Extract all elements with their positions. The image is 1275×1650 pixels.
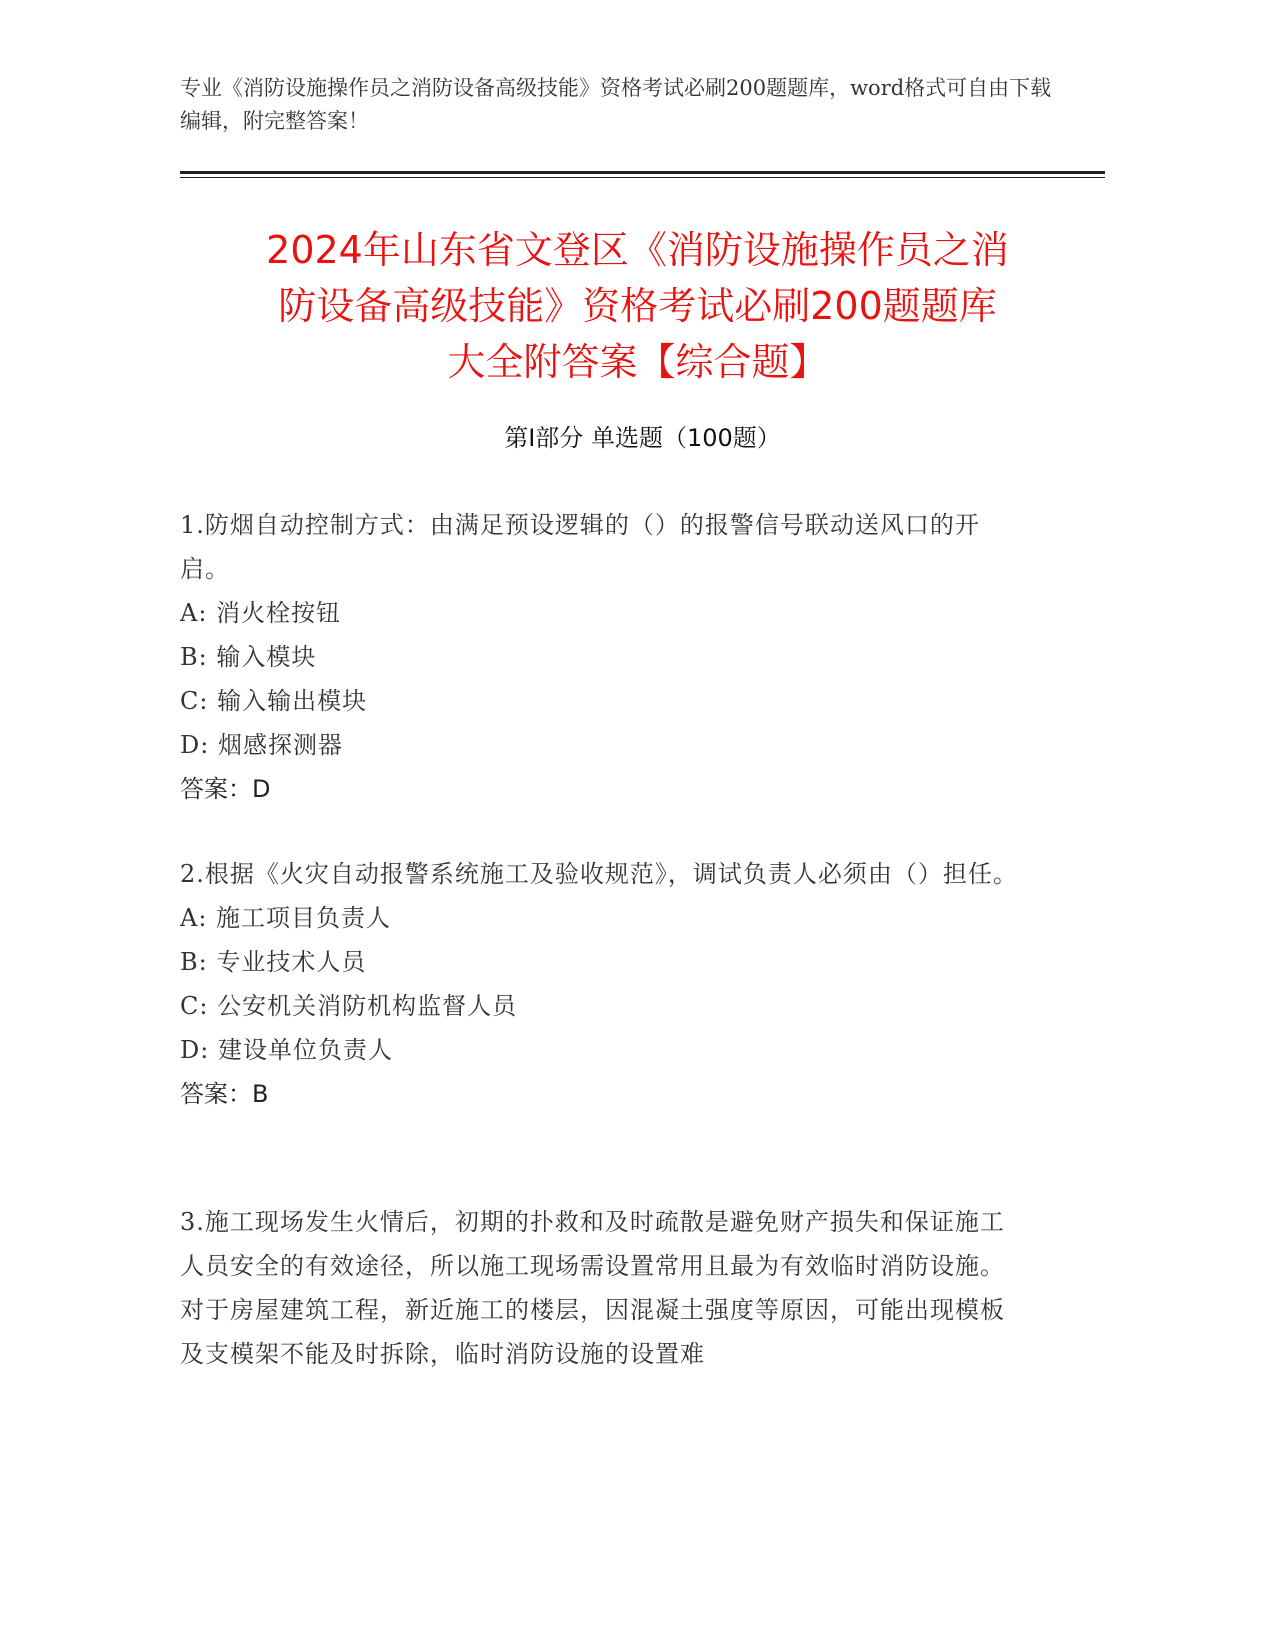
question-stem: 3.施工现场发生火情后，初期的扑救和及时疏散是避免财产损失和保证施工人员安全的有效途径，所以施工现场需设置常用且最为有效临时消防设施。对于房屋建筑工程，新近施工的楼层，因混凝土强度等原因，可能出现模板及支模架不能及时拆除，临时消防设施的设置难: [180, 1208, 1005, 1368]
title-line: 大全附答案【综合题】: [447, 340, 828, 384]
section-title: 第Ⅰ部分 单选题（100题）: [504, 424, 781, 452]
question-3: [180, 1200, 1020, 1376]
header-rule-thin: [180, 177, 1105, 178]
document-title: [160, 222, 1115, 390]
question-stem: 2.根据《火灾自动报警系统施工及验收规范》，调试负责人必须由（）担任。: [180, 860, 1018, 888]
option-b: B: 专业技术人员: [180, 948, 367, 976]
question-stem: 1.防烟自动控制方式：由满足预设逻辑的（）的报警信号联动送风口的开启。: [180, 511, 980, 583]
answer: 答案：D: [180, 775, 271, 803]
option-c: C: 输入输出模块: [180, 687, 368, 715]
option-a: A: 消火栓按钮: [180, 599, 342, 627]
option-d: D: 烟感探测器: [180, 731, 343, 759]
question-2: [180, 852, 1020, 1116]
question-1: [180, 503, 1020, 811]
title-line: 防设备高级技能》资格考试必刷200题题库: [278, 284, 997, 328]
option-c: C: 公安机关消防机构监督人员: [180, 992, 518, 1020]
header-rule-thick: [180, 171, 1105, 174]
option-d: D: 建设单位负责人: [180, 1036, 393, 1064]
title-line: 2024年山东省文登区《消防设施操作员之消: [266, 228, 1009, 272]
option-b: B: 输入模块: [180, 643, 317, 671]
answer: 答案：B: [180, 1080, 269, 1108]
header-note: 专业《消防设施操作员之消防设备高级技能》资格考试必刷200题题库，word格式可自由下载编辑，附完整答案！: [180, 76, 1052, 133]
option-a: A: 施工项目负责人: [180, 904, 392, 932]
